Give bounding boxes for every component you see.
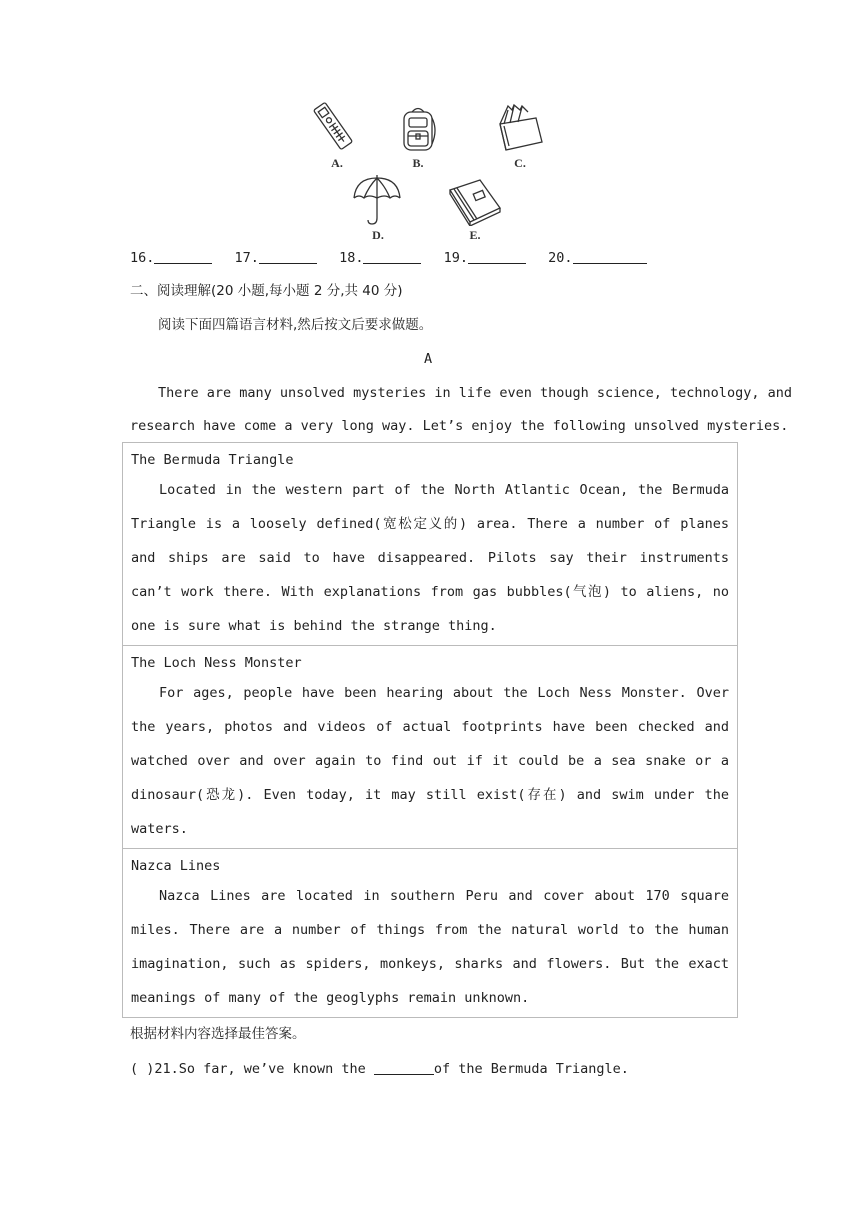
answer-blank-16[interactable]: 16. <box>130 248 212 268</box>
picture-label-e: E. <box>469 228 481 242</box>
question-21 <box>130 1059 629 1079</box>
mystery-title: The Bermuda Triangle <box>131 452 294 468</box>
mysteries-table <box>122 442 738 1018</box>
answer-blank-20[interactable]: 20. <box>548 248 646 268</box>
mystery-title: Nazca Lines <box>131 858 221 874</box>
mystery-row-loch-ness <box>123 646 738 849</box>
backpack-icon <box>396 104 440 154</box>
mystery-body: For ages, people have been hearing about the Loch Ness Monster. Over the years, photos and videos of actual footprints have been checked and watched over and over again to find out if it could be a sea snake or a dinosaur(恐龙). Even today, it may still exist(存在) and swim under the waters. <box>131 685 729 837</box>
passage-label: A <box>424 351 433 367</box>
notebook-picture <box>446 176 504 226</box>
intro-line-2: research have come a very long way. Let’s enjoy the following unsolved mysteries. <box>130 418 789 434</box>
picture-label-b: B. <box>412 156 424 170</box>
section-heading: 二、阅读理解(20 小题,每小题 2 分,共 40 分) <box>130 283 403 299</box>
intro-line-1: There are many unsolved mysteries in life even though science, technology, and <box>158 385 792 401</box>
picture-label-a: A. <box>331 156 343 170</box>
task-instruction: 根据材料内容选择最佳答案。 <box>130 1026 306 1042</box>
mystery-body: Located in the western part of the North Atlantic Ocean, the Bermuda Triangle is a loosely defined(宽松定义的) area. There a number of planes and ships are said to have disappeared. Pilots say their instruments can’t work there. With explanations from gas bubbles(气泡) to aliens, no one is sure what is behind the strange thing. <box>131 482 729 634</box>
wallet-picture <box>494 102 546 154</box>
mystery-row-nazca <box>123 849 738 1018</box>
mystery-row-bermuda <box>123 443 738 646</box>
question-blank[interactable] <box>374 1060 434 1075</box>
remote-control-picture <box>310 100 356 152</box>
answer-blank-19[interactable]: 19. <box>444 248 526 268</box>
picture-label-d: D. <box>372 228 384 242</box>
answer-blank-18[interactable]: 18. <box>339 248 421 268</box>
umbrella-picture <box>352 174 402 226</box>
answer-blank-17[interactable]: 17. <box>235 248 317 268</box>
notebook-icon <box>446 176 504 226</box>
remote-control-icon <box>310 100 356 152</box>
answer-blanks-row <box>130 248 661 268</box>
backpack-picture <box>396 104 440 154</box>
mystery-body: Nazca Lines are located in southern Peru and cover about 170 square miles. There are a number of things from the natural world to the human imagination, such as spiders, monkeys, sharks and flowers. But the exact meanings of many of the geoglyphs remain unknown. <box>131 888 729 1006</box>
mystery-title: The Loch Ness Monster <box>131 655 302 671</box>
question-prefix: 21.So far, we’ve known the <box>154 1061 374 1077</box>
wallet-icon <box>494 102 546 154</box>
umbrella-icon <box>352 174 402 226</box>
instruction-text: 阅读下面四篇语言材料,然后按文后要求做题。 <box>158 317 433 333</box>
question-suffix: of the Bermuda Triangle. <box>433 1061 629 1077</box>
answer-bracket[interactable]: ( ) <box>130 1061 155 1077</box>
picture-label-c: C. <box>514 156 526 170</box>
